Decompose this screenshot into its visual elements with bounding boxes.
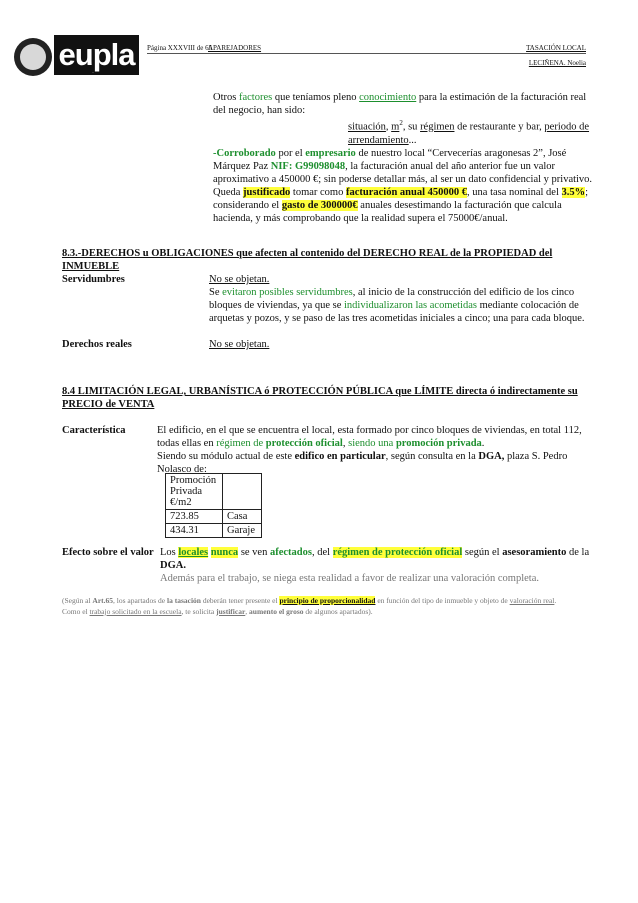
caracteristica-block bbox=[157, 424, 587, 476]
header-mark bbox=[92, 72, 94, 73]
section-8-3-title: 8.3.-DERECHOS u OBLIGACIONES que afecten al contenido del DERECHO REAL de la PROPIEDAD del INMUEBLE bbox=[62, 248, 553, 272]
page-label: Página XXXVIII de 65 bbox=[147, 44, 213, 52]
intro-p1: Otros factores que teníamos pleno conocimiento para la estimación de la facturación real del negocio, han sido: bbox=[213, 92, 587, 116]
derechos-reales-value: No se objetan. bbox=[209, 339, 270, 350]
university-seal-icon bbox=[14, 38, 52, 76]
efecto-label: Efecto sobre el valor bbox=[62, 547, 154, 558]
efecto-block bbox=[160, 546, 590, 585]
footer-note-line-2: Como el trabajo solicitado en la escuela, te solicita justificar, aumento el groso de algunos apartados). bbox=[62, 606, 373, 616]
caracteristica-text-2: Siendo su módulo actual de este edifico en particular, según consulta en la DGA, plaza S. Pedro Nolasco de: bbox=[157, 451, 568, 475]
derechos-reales-label: Derechos reales bbox=[62, 339, 132, 350]
table-cell: Casa bbox=[223, 510, 262, 524]
efecto-note: Además para el trabajo, se niega esta realidad a favor de realizar una valoración completa. bbox=[160, 573, 539, 584]
intro-p2: situación, $m^2$, su régimen de restaurante y bar, periodo de arrendamiento... bbox=[348, 119, 590, 146]
table-cell: Garaje bbox=[223, 524, 262, 538]
table-cell: 723.85 bbox=[166, 510, 223, 524]
servidumbres-label: Servidumbres bbox=[62, 274, 125, 285]
table-row bbox=[166, 510, 262, 524]
table-row bbox=[166, 474, 262, 510]
logo bbox=[14, 38, 139, 76]
servidumbres-block bbox=[209, 273, 591, 325]
location: LECIÑENA. Noelia bbox=[528, 59, 586, 67]
header-divider bbox=[147, 53, 586, 54]
table-cell: Promoción Privada €/m2 bbox=[166, 474, 223, 510]
section-8-4-title: 8.4 LIMITACIÓN LEGAL, URBANÍSTICA ó PROTECCIÓN PÚBLICA que LÍMITE directa ó indirectamente su PRECIO de VENTA bbox=[62, 386, 578, 410]
doc-title: TASACIÓN LOCAL bbox=[526, 44, 586, 52]
caracteristica-label: Característica bbox=[62, 425, 126, 436]
servidumbres-text: Se evitaron posibles servidumbres, al inicio de la construcción del edificio de los cinco bloques de viviendas, ya que se individualizaron las acometidas mediante colocación de arquetas y pozos, y se paso de las tres acometidas iniciales a cinco; una para cada bloque. bbox=[209, 287, 585, 324]
intro-block bbox=[213, 91, 593, 225]
intro-p3: -Corroborado por el empresario de nuestro local “Cervecerías aragonesas 2”, José Márquez Paz NIF: G99098048, la facturación anual del año anterior fue un valor aproximativo a 450000 €; sin poderse detallar más, al ser un dato confidencial y privativo. bbox=[213, 147, 593, 185]
table-cell: 434.31 bbox=[166, 524, 223, 538]
servidumbres-value: No se objetan. bbox=[209, 274, 270, 285]
table-cell bbox=[223, 474, 262, 510]
author: APAREJADORES bbox=[208, 44, 262, 52]
intro-p4: Queda justificado tomar como facturación anual 450000 €, una tasa nominal del 3.5%; considerando el gasto de 300000€ anuales desestimando la facturación que calcula hacienda, y más comprobando que la realidad supera el 75000€/anual. bbox=[213, 186, 589, 224]
footer-note-line-1: (Según al Art.65, los apartados de la tasación deberán tener presente el principio de proporcionalidad en función del tipo de inmueble y objeto de valoración real. bbox=[62, 596, 557, 605]
efecto-text: Los locales nunca se ven afectados, del régimen de protección oficial según el asesoramiento de la DGA. bbox=[160, 547, 590, 571]
table-row bbox=[166, 524, 262, 538]
footer-note bbox=[62, 596, 590, 617]
logo-text: eupla bbox=[54, 35, 139, 75]
caracteristica-text: El edificio, en el que se encuentra el local, esta formado por cinco bloques de viviendas, en total 112, todas ellas en régimen de protección oficial, siendo una promoción privada. bbox=[157, 425, 582, 449]
module-table bbox=[165, 473, 262, 538]
